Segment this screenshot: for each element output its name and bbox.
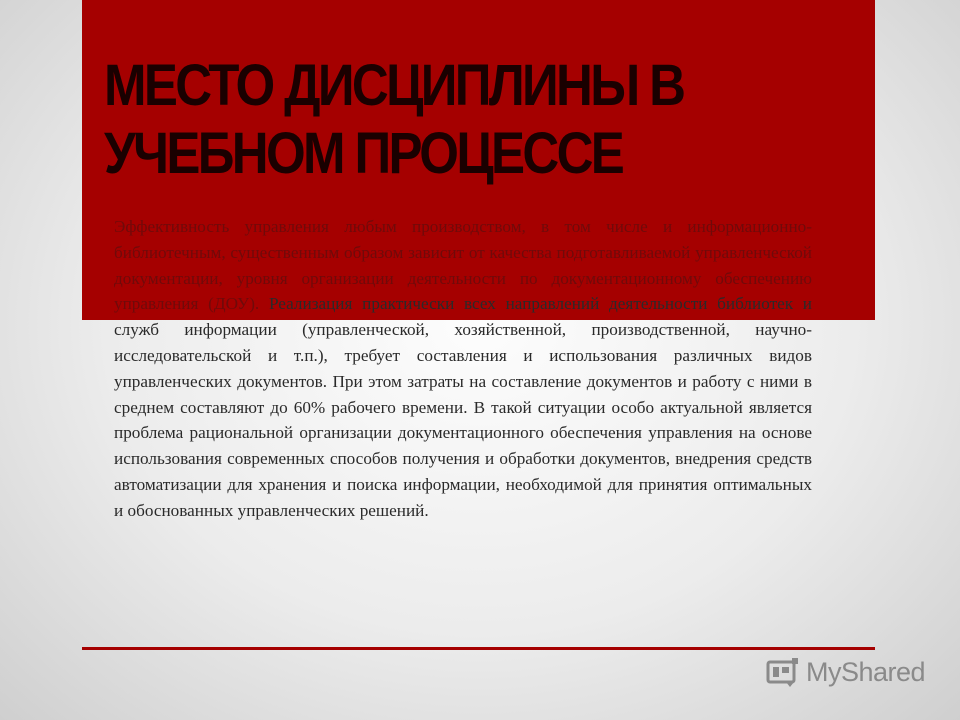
myshared-watermark [766,654,925,690]
slide-body-text [114,214,812,524]
body-text-intro: Эффективность управления любым производством, в том числе и информационно-библиотечным, существенным образом зависит от качества подготавливаемой управленческой документации, уровня организации деятельности по документационному обеспечению управления (ДОУ). [114,217,812,314]
bottom-divider [82,647,875,650]
body-text-main: Реализация практически всех направлений деятельности библиотек и служб информации (управленческой, хозяйственной, производственной, научно-исследовательской и т.п.), требует составления и использования различных видов управленческих документов. При этом затраты на составление документов и работу с ними в среднем составляют до 60% рабочего времени. В такой ситуации особо актуальной является проблема рациональной организации документационного обеспечения управления на основе использования современных способов получения и обработки документов, внедрения средств автоматизации для хранения и поиска информации, необходимой для принятия оптимальных и обоснованных управленческих решений. [114,294,812,520]
myshared-logo-icon [766,656,800,688]
watermark-text: MyShared [806,656,926,687]
slide-title: МЕСТО ДИСЦИПЛИНЫ В УЧЕБНОМ ПРОЦЕССЕ [104,53,684,186]
